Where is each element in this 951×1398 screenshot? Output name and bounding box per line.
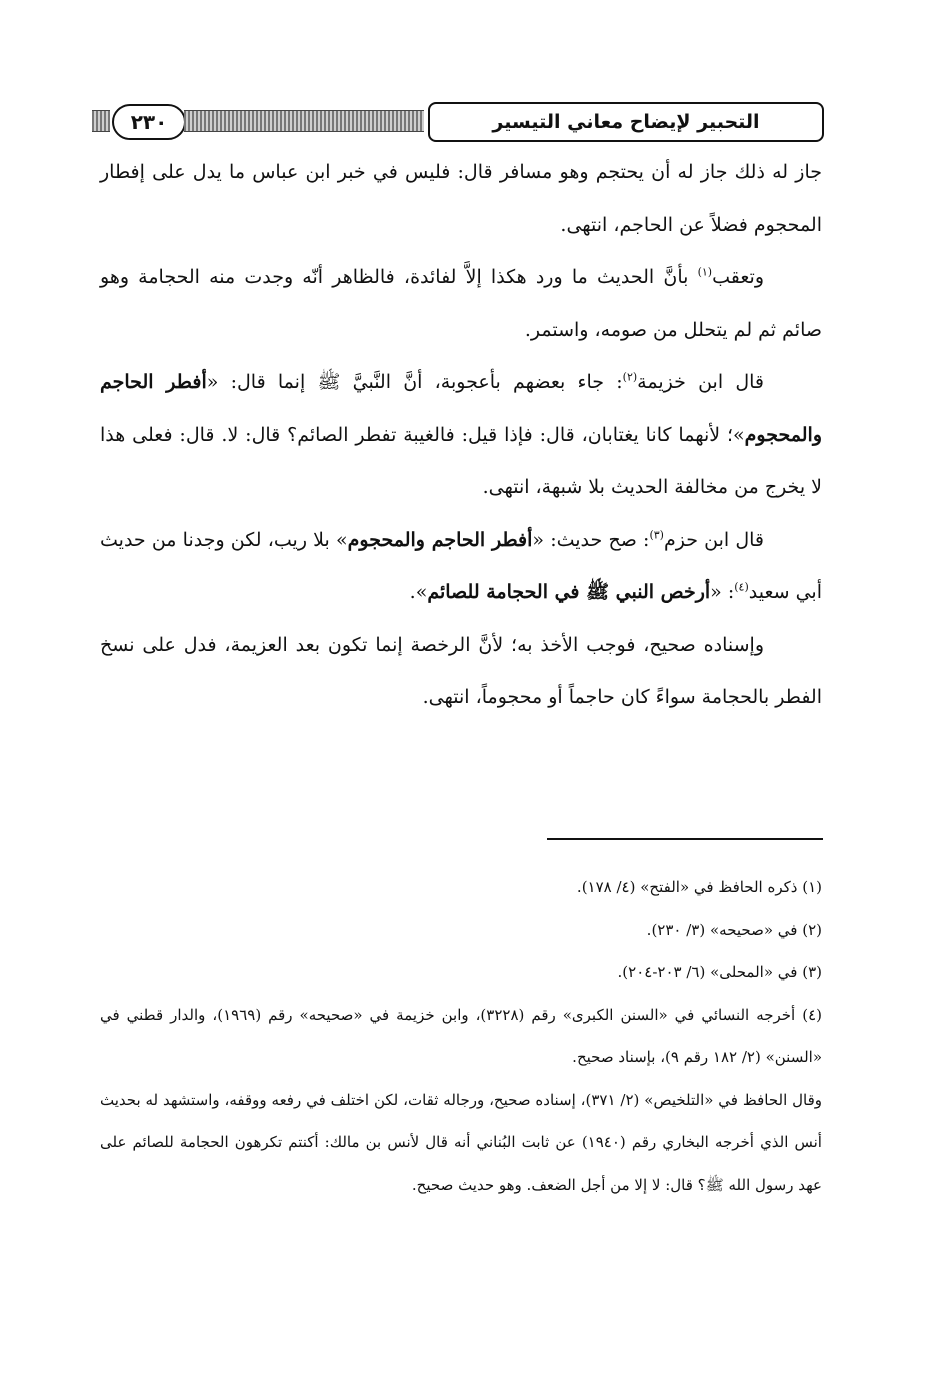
footnote: (٤) أخرجه النسائي في «السنن الكبرى» رقم (٣٢٢٨)، وابن خزيمة في «صحيحه» رقم (١٩٦٩)، والدار قطني في «السنن» (٢/ ١٨٢ رقم ٩)، بإسناد صحيح. xyxy=(100,1005,822,1066)
footnote: (١) ذكره الحافظ في «الفتح» (٤/ ١٧٨). xyxy=(576,878,822,896)
footnotes xyxy=(100,866,822,1206)
footnote: (٢) في «صحيحه» (٣/ ٢٣٠). xyxy=(646,920,822,939)
footnote-ref: (١) xyxy=(697,265,713,279)
paragraph: قال ابن خزيمة$^{(٢)}$: جاء بعضهم بأعجوبة، أنَّ النَّبيَّ ﷺ إنما قال: «أفطر الحاجم والمحجوم»؛ لأنهما كانا يغتابان، قال: فإذا قيل: فالغيبة تفطر الصائم؟ قال: لا. قال: فعلى هذا لا يخرج من مخالفة الحديث بلا شبهة، انتهى. xyxy=(100,370,822,498)
main-text xyxy=(100,146,822,724)
hadith-quote: أفطر الحاجم والمحجوم xyxy=(347,528,533,551)
header-ornament-band xyxy=(184,110,424,132)
page-number: ٢٣٠ xyxy=(112,104,186,140)
footnote: (٣) في «المحلى» (٦/ ٢٠٣-٢٠٤). xyxy=(617,963,822,981)
paragraph: قال ابن حزم$^{(٣)}$: صح حديث: «أفطر الحاجم والمحجوم» بلا ريب، لكن وجدنا من حديث أبي سعيد$^{(٤)}$: «أرخص النبي ﷺ في الحجامة للصائم». xyxy=(100,528,822,603)
hadith-quote: أفطر الحاجم والمحجوم xyxy=(100,371,822,446)
hadith-quote: أرخص النبي ﷺ في الحجامة للصائم xyxy=(427,581,711,603)
header-ornament-band xyxy=(92,110,110,132)
book-title: التحبير لإيضاح معاني التيسير xyxy=(428,102,824,142)
footnote-ref: (٢) xyxy=(622,370,638,384)
paragraph: وتعقب$^{(١)}$ بأنَّ الحديث ما ورد هكذا إلاَّ لفائدة، فالظاهر أنّه وجدت منه الحجامة وهو صائم ثم لم يتحلل من صومه، واستمر. xyxy=(100,265,822,341)
footnote: وقال الحافظ في «التلخيص» (٢/ ٣٧١)، إسناده صحيح، ورجاله ثقات، لكن اختلف في رفعه ووقفه، واستشهد له بحديث أنس الذي أخرجه البخاري رقم (١٩٤٠) عن ثابت البُناني أنه قال لأنس بن مالك: أكنتم تكرهون الحجامة للصائم على عهد رسول الله ﷺ؟ قال: لا إلا من أجل الضعف. وهو حديث صحيح. xyxy=(100,1090,823,1194)
paragraph: جاز له ذلك جاز له أن يحتجم وهو مسافر قال: فليس في خبر ابن عباس ما يدل على إفطار المحجوم فضلاً عن الحاجم، انتهى. xyxy=(100,161,822,236)
footnote-separator xyxy=(547,838,823,840)
paragraph: وإسناده صحيح، فوجب الأخذ به؛ لأنَّ الرخصة إنما تكون بعد العزيمة، فدل على نسخ الفطر بالحجامة سواءً كان حاجماً أو محجوماً، انتهى. xyxy=(100,633,822,708)
footnote-ref: (٣) xyxy=(649,528,664,542)
page-header xyxy=(92,96,822,146)
footnote-ref: (٤) xyxy=(734,580,749,594)
